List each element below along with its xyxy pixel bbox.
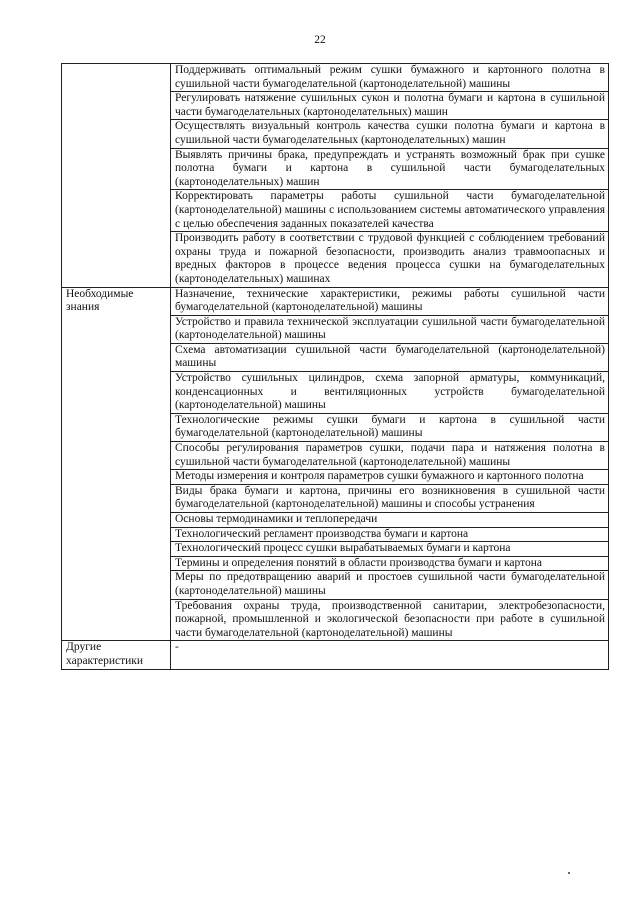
section-label: Необходимые знания [62, 287, 171, 641]
requirement-item: Основы термодинамики и теплопередачи [171, 513, 609, 528]
requirement-item: Регулировать натяжение сушильных сукон и полотна бумаги и картона в сушильной части бумагоделательных (картоноделательных) машин [171, 92, 609, 120]
requirement-item: Устройство и правила технической эксплуатации сушильной части бумагоделательной (картоноделательной) машины [171, 315, 609, 343]
section-label: Другие характеристики [62, 641, 171, 669]
requirement-item: Назначение, технические характеристики, режимы работы сушильной части бумагоделательной (картоноделательной) машины [171, 287, 609, 315]
requirements-table-body [62, 64, 609, 670]
requirement-item: Поддерживать оптимальный режим сушки бумажного и картонного полотна в сушильной части бумагоделательной (картоноделательной) машины [171, 64, 609, 92]
requirement-item: Осуществлять визуальный контроль качества сушки полотна бумаги и картона в сушильной части бумагоделательных (картоноделательных) машин [171, 120, 609, 148]
requirement-item: Термины и определения понятий в области производства бумаги и картона [171, 556, 609, 571]
requirement-item: Методы измерения и контроля параметров сушки бумажного и картонного полотна [171, 470, 609, 485]
requirement-item: Способы регулирования параметров сушки, подачи пара и натяжения полотна в сушильной части бумагоделательной (картоноделательной) машины [171, 442, 609, 470]
requirement-item: Схема автоматизации сушильной части бумагоделательной (картоноделательной) машины [171, 343, 609, 371]
table-row [62, 641, 609, 669]
table-row [62, 64, 609, 92]
requirement-item: Выявлять причины брака, предупреждать и устранять возможный брак при сушке полотна бумаги и картона в сушильной части бумагоделательных (картоноделательных) машин [171, 148, 609, 190]
requirement-item: - [171, 641, 609, 669]
requirement-item: Виды брака бумаги и картона, причины его возникновения в сушильной части бумагоделательной (картоноделательной) машины и способы устранения [171, 484, 609, 512]
page-number: 22 [314, 34, 326, 46]
requirement-item: Корректировать параметры работы сушильной части бумагоделательной (картоноделательной) машины с использованием системы автоматического управления с целью обеспечения заданных показателей качества [171, 190, 609, 232]
requirements-table [61, 63, 609, 670]
requirement-item: Требования охраны труда, производственной санитарии, электробезопасности, пожарной, промышленной и экологической безопасности при работе в сушильной части бумагоделательной (картоноделательной) машины [171, 599, 609, 641]
requirement-item: Технологический процесс сушки вырабатываемых бумаги и картона [171, 542, 609, 557]
page-mark [568, 872, 570, 874]
requirement-item: Устройство сушильных цилиндров, схема запорной арматуры, коммуникаций, конденсационных и вентиляционных устройств бумагоделательной (картоноделательной) машины [171, 372, 609, 414]
section-label [62, 64, 171, 288]
table-row [62, 287, 609, 315]
requirement-item: Меры по предотвращению аварий и простоев сушильной части бумагоделательной (картоноделательной) машины [171, 571, 609, 599]
requirement-item: Производить работу в соответствии с трудовой функцией с соблюдением требований охраны труда и пожарной безопасности, производить анализ травмоопасных и вредных факторов в процессе ведения процесса сушки на бумагоделательных (картоноделательных) машинах [171, 232, 609, 287]
requirement-item: Технологические режимы сушки бумаги и картона в сушильной части бумагоделательной (картоноделательной) машины [171, 413, 609, 441]
requirement-item: Технологический регламент производства бумаги и картона [171, 527, 609, 542]
